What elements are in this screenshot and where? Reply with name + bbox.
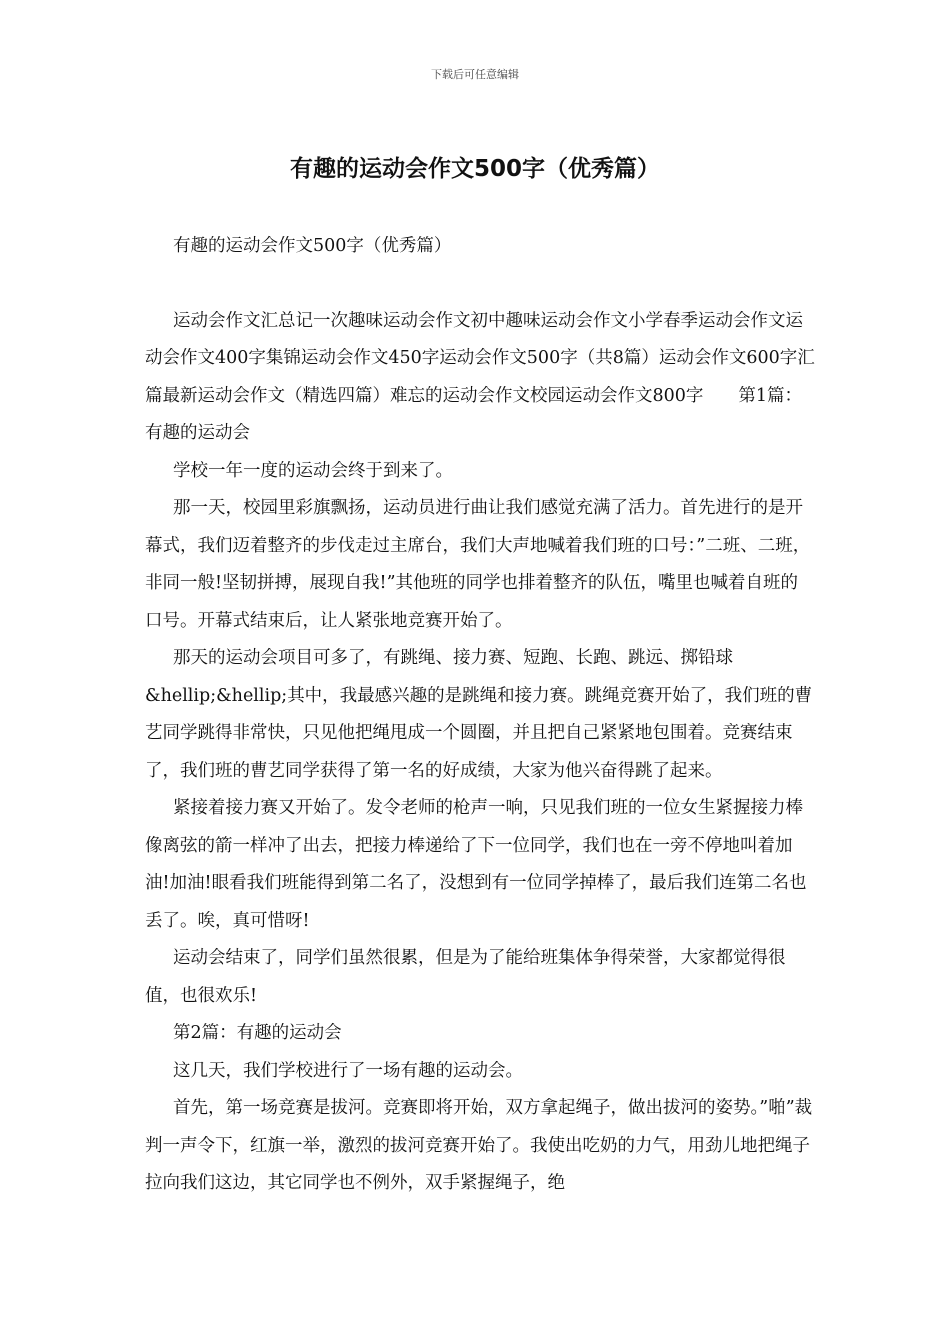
document-subtitle: 有趣的运动会作文500字（优秀篇） [173,236,452,256]
document-title: 有趣的运动会作文500字（优秀篇） [289,156,660,182]
paragraph: 紧接着接力赛又开始了。发令老师的枪声一响，只见我们班的一位女生紧握接力棒像离弦的箭一样冲了出去，把接力棒递给了下一位同学，我们也在一旁不停地叫着加油!加油!眼看我们班能得到第二名了，没想到有一位同学掉棒了，最后我们连第二名也丢了。唉，真可惜呀! [145,798,807,931]
paragraph: 学校一年一度的运动会终于到来了。 [173,460,453,481]
section-heading: 第2篇：有趣的运动会 [173,1023,342,1043]
paragraph: 这几天，我们学校进行了一场有趣的运动会。 [173,1060,523,1081]
document-body [145,228,815,1203]
paragraph: 那天的运动会项目可多了，有跳绳、接力赛、短跑、长跑、跳远、掷铅球&hellip;&hellip;其中，我最感兴趣的是跳绳和接力赛。跳绳竞赛开始了，我们班的曹艺同学跳得非常快，只见他把绳甩成一个圆圈，并且把自己紧紧地包围着。竞赛结束了，我们班的曹艺同学获得了第一名的好成绩，大家为他兴奋得跳了起来。 [145,648,813,781]
paragraph: 运动会作文汇总记一次趣味运动会作文初中趣味运动会作文小学春季运动会作文运动会作文400字集锦运动会作文450字运动会作文500字（共8篇）运动会作文600字汇篇最新运动会作文（精选四篇）难忘的运动会作文校园运动会作文800字 第1篇：有趣的运动会 [145,310,815,443]
page-header-note: 下载后可任意编辑 [431,68,519,81]
paragraph: 运动会结束了，同学们虽然很累，但是为了能给班集体争得荣誉，大家都觉得很值，也很欢乐! [145,948,786,1006]
paragraph: 那一天，校园里彩旗飘扬，运动员进行曲让我们感觉充满了活力。首先进行的是开幕式，我们迈着整齐的步伐走过主席台，我们大声地喊着我们班的口号：”二班、二班，非同一般!坚韧拼搏，展现自我!”其他班的同学也排着整齐的队伍，嘴里也喊着自班的口号。开幕式结束后，让人紧张地竞赛开始了。 [145,498,811,631]
paragraph: 首先，第一场竞赛是拔河。竞赛即将开始，双方拿起绳子，做出拔河的姿势。”啪”裁判一声令下，红旗一举，激烈的拔河竞赛开始了。我使出吃奶的力气，用劲儿地把绳子拉向我们这边，其它同学也不例外，双手紧握绳子，绝 [145,1098,813,1193]
